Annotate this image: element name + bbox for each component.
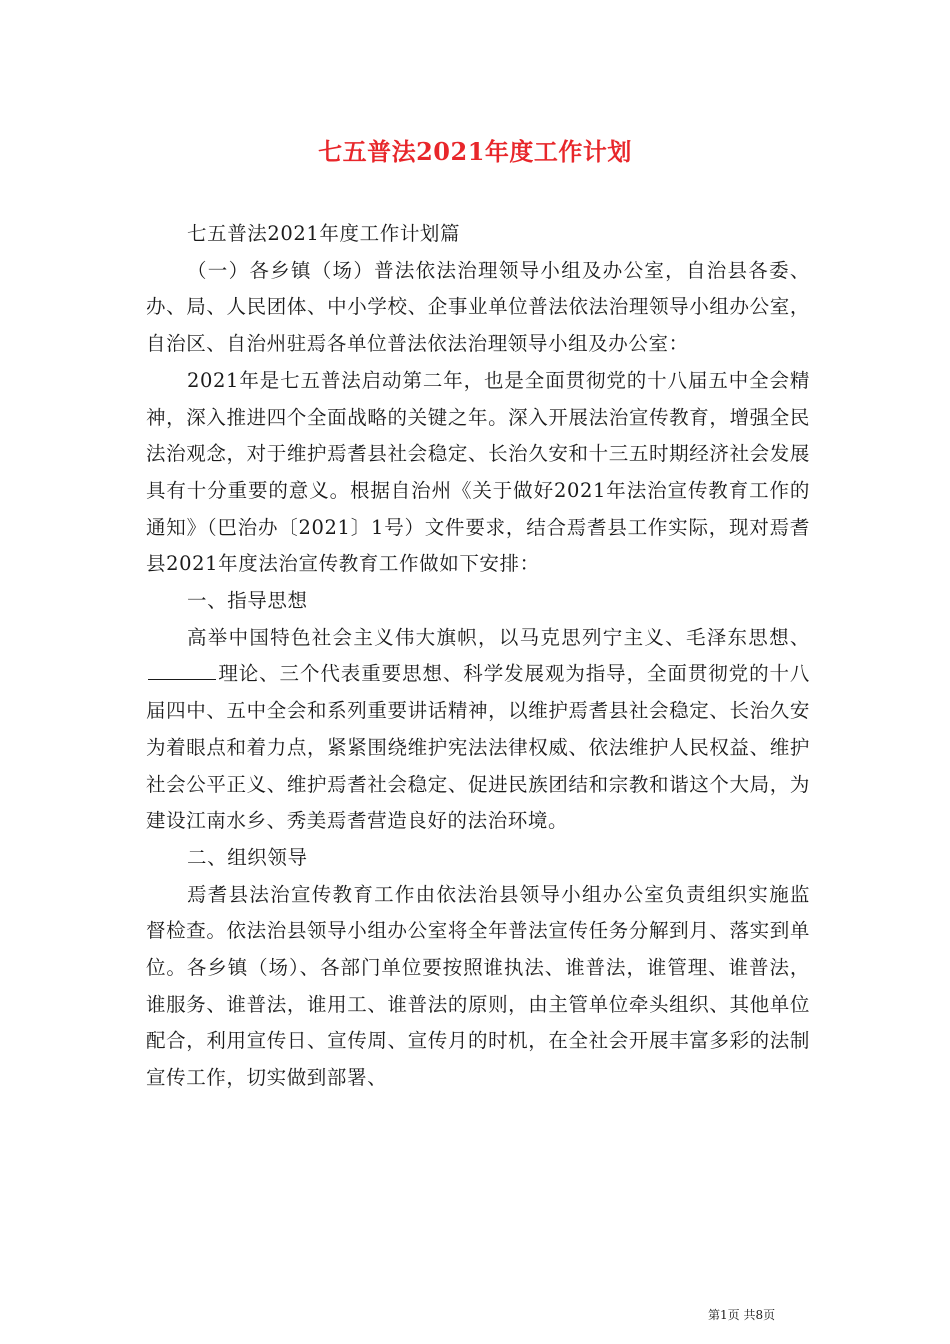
subtitle-paragraph: 七五普法2021年度工作计划篇	[187, 222, 461, 245]
page-footer: 第1页 共8页	[708, 1308, 776, 1322]
document-body	[146, 216, 810, 1097]
section-heading-organization: 二、组织领导	[187, 845, 308, 869]
guiding-ideology-text-1: 高举中国特色社会主义伟大旗帜，以马克思列宁主义、毛泽东思想、	[187, 625, 810, 649]
section-heading-guiding-ideology: 一、指导思想	[187, 589, 308, 613]
intro-paragraph: 2021年是七五普法启动第二年，也是全面贯彻党的十八届五中全会精神，深入推进四个全面战略的关键之年。深入开展法治宣传教育，增强全民法治观念，对于维护焉耆县社会稳定、长治久安和十三五时期经济社会发展具有十分重要的意义。根据自治州《关于做好2021年法治宣传教育工作的通知》（巴治办〔2021〕1号）文件要求，结合焉耆县工作实际，现对焉耆县2021年度法治宣传教育工作做如下安排：	[146, 368, 810, 576]
guiding-ideology-text-2: 理论、三个代表重要思想、科学发展观为指导，全面贯彻党的十八届四中、五中全会和系列重要讲话精神，以维护焉耆县社会稳定、长治久安为着眼点和着力点，紧紧围绕维护宪法法律权威、依法维护人民权益、维护社会公平正义、维护焉耆社会稳定、促进民族团结和宗教和谐这个大局，为建设江南水乡、秀美焉耆营造良好的法治环境。	[146, 662, 810, 833]
document-title: 七五普法2021年度工作计划	[318, 137, 632, 166]
addressee-paragraph: （一）各乡镇（场）普法依法治理领导小组及办公室，自治县各委、办、局、人民团体、中小学校、企事业单位普法依法治理领导小组办公室，自治区、自治州驻焉各单位普法依法治理领导小组及办公室：	[146, 258, 810, 356]
blank-underline	[148, 662, 216, 681]
guiding-ideology-paragraph	[146, 620, 810, 840]
organization-paragraph: 焉耆县法治宣传教育工作由依法治县领导小组办公室负责组织实施监督检查。依法治县领导小组办公室将全年普法宣传任务分解到月、落实到单位。各乡镇（场）、各部门单位要按照谁执法、谁普法，谁管理、谁普法，谁服务、谁普法，谁用工、谁普法的原则，由主管单位牵头组织、其他单位配合，利用宣传日、宣传周、宣传月的时机，在全社会开展丰富多彩的法制宣传工作，切实做到部署、	[146, 882, 810, 1090]
